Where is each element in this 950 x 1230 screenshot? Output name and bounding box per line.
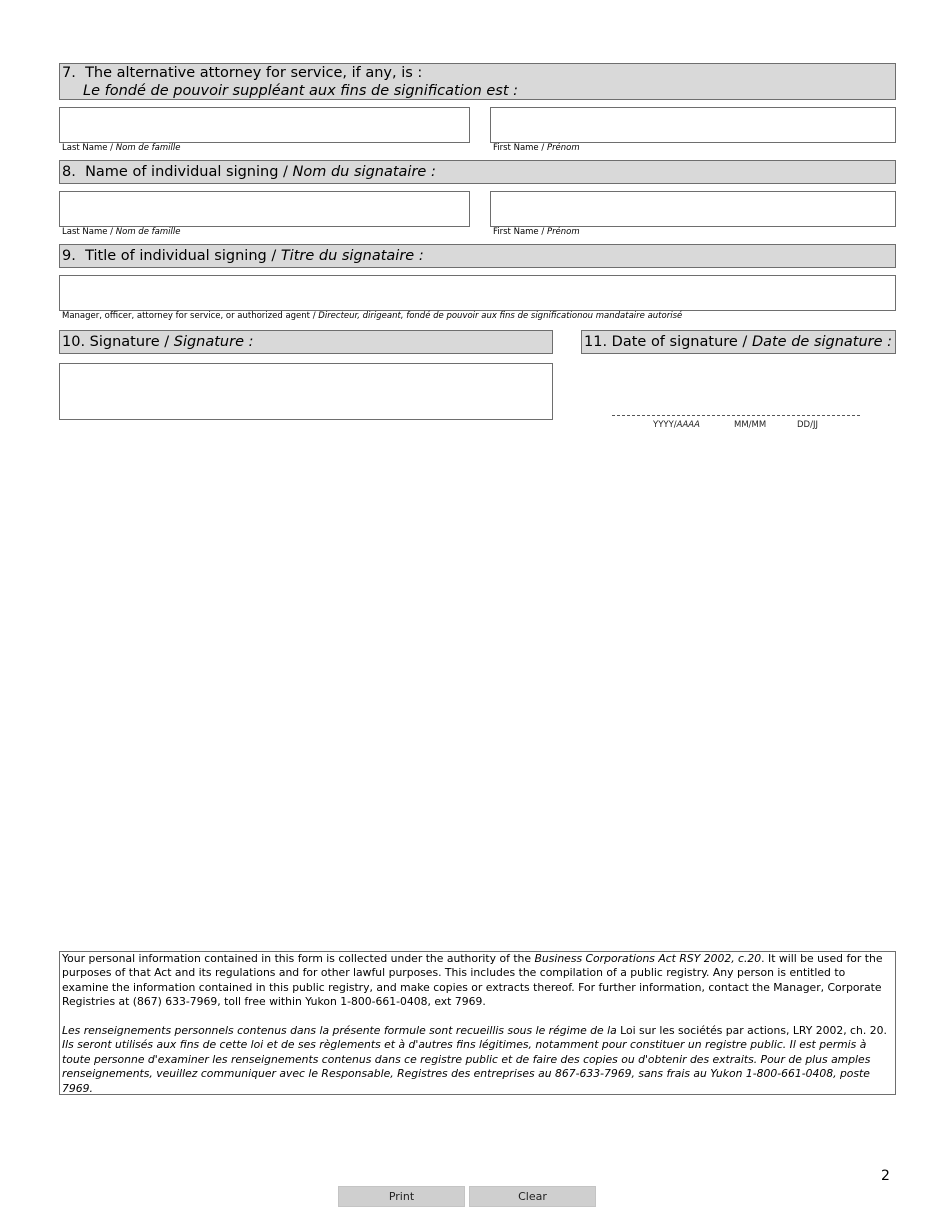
print-button[interactable]: Print — [338, 1186, 465, 1207]
attorney-last-name-caption: Last Name / Nom de famille — [62, 143, 181, 153]
signer-title-caption: Manager, officer, attorney for service, or authorized agent / Directeur, dirigeant, fondé de pouvoir aux fins de significationou mandataire autorisé — [62, 311, 683, 321]
section-10-header — [59, 330, 553, 354]
signer-last-name-field[interactable] — [59, 191, 470, 227]
signer-last-name-caption: Last Name / Nom de famille — [62, 227, 181, 237]
attorney-last-name-field[interactable] — [59, 107, 470, 143]
attorney-first-name-caption: First Name / Prénom — [493, 143, 580, 153]
section-8-number: 8. — [62, 164, 76, 180]
section-8-header — [59, 160, 896, 184]
section-11-label-fr: Date de signature : — [751, 334, 893, 350]
section-7-number: 7. — [62, 65, 76, 81]
section-7-header — [59, 63, 896, 100]
privacy-notice — [59, 951, 896, 1095]
clear-button[interactable]: Clear — [469, 1186, 596, 1207]
section-8-label-fr: Nom du signataire : — [292, 164, 436, 180]
date-day-caption: DD/JJ — [797, 420, 818, 430]
signature-field[interactable] — [59, 363, 553, 420]
section-10-number: 10. — [62, 334, 86, 350]
section-9-header — [59, 244, 896, 268]
section-9-label-fr: Titre du signataire : — [280, 248, 424, 264]
section-9-number: 9. — [62, 248, 76, 264]
section-7-label-en: The alternative attorney for service, if any, is : — [85, 65, 423, 81]
signer-first-name-caption: First Name / Prénom — [493, 227, 580, 237]
attorney-first-name-field[interactable] — [490, 107, 896, 143]
section-7-label-fr: Le fondé de pouvoir suppléant aux fins de signification est : — [83, 83, 519, 99]
date-month-caption: MM/MM — [734, 420, 767, 430]
signer-first-name-field[interactable] — [490, 191, 896, 227]
section-11-number: 11. — [584, 334, 608, 350]
section-9-label-en: Title of individual signing / — [85, 248, 281, 264]
section-10-label-en: Signature / — [89, 334, 174, 350]
section-11-header — [581, 330, 896, 354]
signer-title-field[interactable] — [59, 275, 896, 311]
privacy-notice-en: Your personal information contained in this form is collected under the authority of the Business Corporations Act RSY 2002, c.20. It will be used for the purposes of that Act and its regulations and for other lawful purposes. This includes the compilation of a public registry. Any person is entitled to examine the information contained in this public registry, and make copies or extracts thereof. For further information, contact the Manager, Corporate Registries at (867) 633-7969, toll free within Yukon 1-800-661-0408, ext 7969. — [62, 952, 883, 1009]
date-year-caption: YYYY/AAAA — [653, 420, 700, 430]
page-number: 2 — [881, 1168, 890, 1184]
date-signature-line[interactable] — [612, 415, 860, 416]
section-10-label-fr: Signature : — [173, 334, 254, 350]
section-8-label-en: Name of individual signing / — [85, 164, 293, 180]
privacy-notice-fr: Les renseignements personnels contenus dans la présente formule sont recueillis sous le régime de la Loi sur les sociétés par actions, LRY 2002, ch. 20. Ils seront utilisés aux fins de cette loi et de ses règlements et à d'autres fins légitimes, notamment pour constituer un registre public. Il est permis à toute personne d'examiner les renseignements contenus dans ce registre public et de faire des copies ou d'obtenir des extraits. Pour de plus amples renseignements, veuillez communiquer avec le Responsable, Registres des entreprises au 867-633-7969, sans frais au Yukon 1-800-661-0408, poste 7969. — [62, 1024, 887, 1095]
section-11-label-en: Date of signature / — [611, 334, 752, 350]
